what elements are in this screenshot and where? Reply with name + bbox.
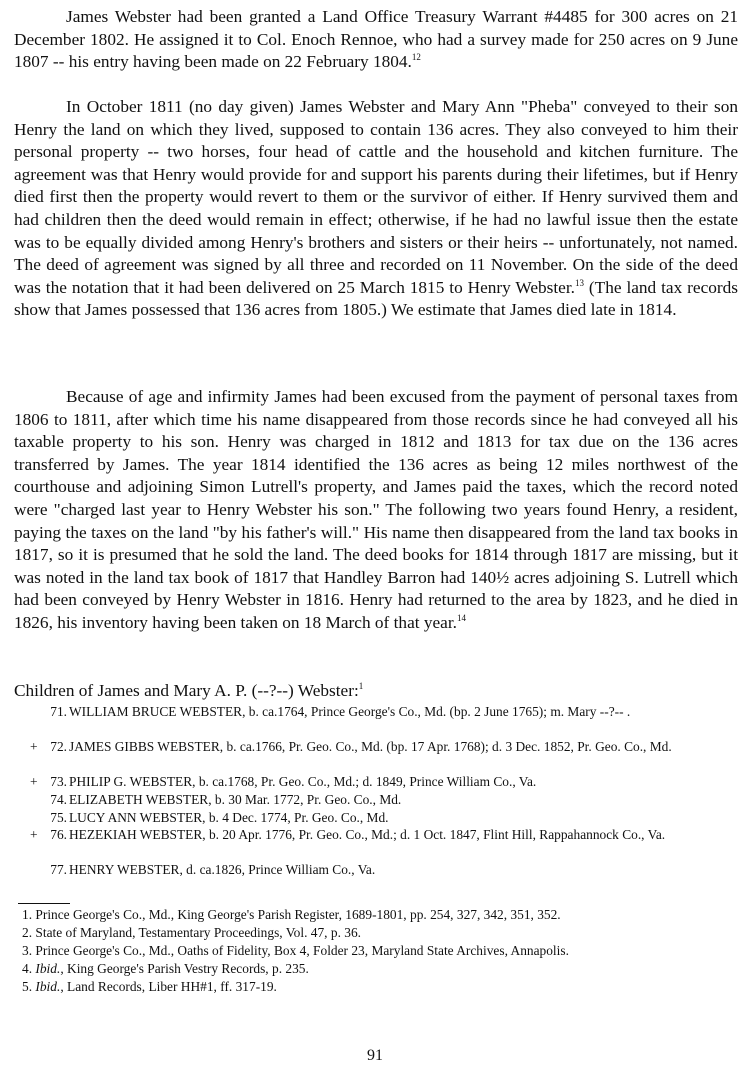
child-entry: + 72. JAMES GIBBS WEBSTER, b. ca.1766, Pr. Geo. Co., Md. (bp. 17 Apr. 1768); d. 3 Dec. 1852, Pr. Geo. Co., Md.: [30, 739, 672, 755]
child-entry: 77. HENRY WEBSTER, d. ca.1826, Prince William Co., Va.: [50, 862, 376, 878]
child-entry: + 76. HEZEKIAH WEBSTER, b. 20 Apr. 1776, Pr. Geo. Co., Md.; d. 1 Oct. 1847, Flint Hill, Rappahannock Co., Va.: [30, 827, 666, 843]
footnote: 5. Ibid., Land Records, Liber HH#1, ff. 317-19.: [22, 979, 277, 994]
child-entry: 74. ELIZABETH WEBSTER, b. 30 Mar. 1772, Pr. Geo. Co., Md.: [50, 791, 402, 807]
footnote: 4. Ibid., King George's Parish Vestry Records, p. 235.: [22, 961, 309, 976]
footnote: 3. Prince George's Co., Md., Oaths of Fidelity, Box 4, Folder 23, Maryland State Archives, Annapolis.: [22, 943, 569, 958]
child-entry: 71. WILLIAM BRUCE WEBSTER, b. ca.1764, Prince George's Co., Md. (bp. 2 June 1765); m. Mary --?-- .: [50, 704, 631, 719]
paragraph-land-warrant: James Webster had been granted a Land Office Treasury Warrant #4485 for 300 acres on 21 December 1802. He assigned it to Col. Enoch Rennoe, who had a survey made for 250 acres on 9 June 1807 -- his entry having been made on 22 February 1804.12: [14, 7, 738, 72]
paragraph-deed-of-agreement: In October 1811 (no day given) James Webster and Mary Ann "Pheba" conveyed to their son Henry the land on which they lived, supposed to contain 136 acres. They also conveyed to him their personal property -- two horses, four head of cattle and the household and kitchen furniture. The agreement was that Henry would provide for and support his parents during their lifetimes, but if Henry died first then the property would revert to them or the survivor of either. If Henry survived them and had children then the deed would remain in effect; otherwise, if he had no lawful issue then the estate was to be equally divided among Henry's brothers and sisters or their heirs -- unfortunately, not named. The deed of agreement was signed by all three and recorded on 11 November. On the side of the deed was the notation that it had been delivered on 25 March 1815 to Henry Webster.$^{13}$ (The land tax records show that James possessed that 136 acres from 1805.) We estimate that James died late in 1814.: [14, 97, 739, 320]
footnotes: [22, 906, 742, 996]
footnote: 1. Prince George's Co., Md., King George's Parish Register, 1689-1801, pp. 254, 327, 342, 351, 352.: [22, 907, 561, 922]
footnote-ref-13: 13: [574, 277, 584, 288]
children-heading: Children of James and Mary A. P. (--?--) Webster:$^1$: [14, 681, 364, 700]
paragraph-tax-records: Because of age and infirmity James had been excused from the payment of personal taxes from 1806 to 1811, after which time his name disappeared from those records since he had conveyed all his taxable property to his son. Henry was charged in 1812 and 1813 for tax due on the 136 acres transferred by James. The year 1814 identified the 136 acres as being 12 miles northwest of the courthouse and adjoining Simon Lutrell's property, and James paid the taxes, which the record noted were "charged last year to Henry Webster his son." The following two years found Henry, a resident, paying the taxes on the land "by his father's will." His name then disappeared from the land tax books in 1817, so it is presumed that he sold the land. The deed books for 1814 through 1817 are missing, but it was noted in the land tax book of 1817 that Handley Barron had 140½ acres adjoining S. Lutrell which had been conveyed by Henry Webster in 1816. Henry had returned to the area by 1823, and he died in 1826, his inventory having been taken on 18 March of that year.$^{14}$: [14, 387, 738, 632]
child-entry: 75. LUCY ANN WEBSTER, b. 4 Dec. 1774, Pr. Geo. Co., Md.: [50, 809, 389, 825]
footnote-ref-1: 1: [358, 681, 364, 692]
page-number: 91: [367, 1047, 383, 1064]
footnote: 2. State of Maryland, Testamentary Proceedings, Vol. 47, p. 36.: [22, 925, 361, 940]
child-entry: + 73. PHILIP G. WEBSTER, b. ca.1768, Pr. Geo. Co., Md.; d. 1849, Prince William Co., Va.: [30, 774, 537, 790]
footnote-ref-14: 14: [456, 613, 466, 624]
footnote-divider: [18, 903, 70, 904]
footnote-ref-12: 12: [411, 52, 421, 63]
children-list: [14, 703, 740, 879]
